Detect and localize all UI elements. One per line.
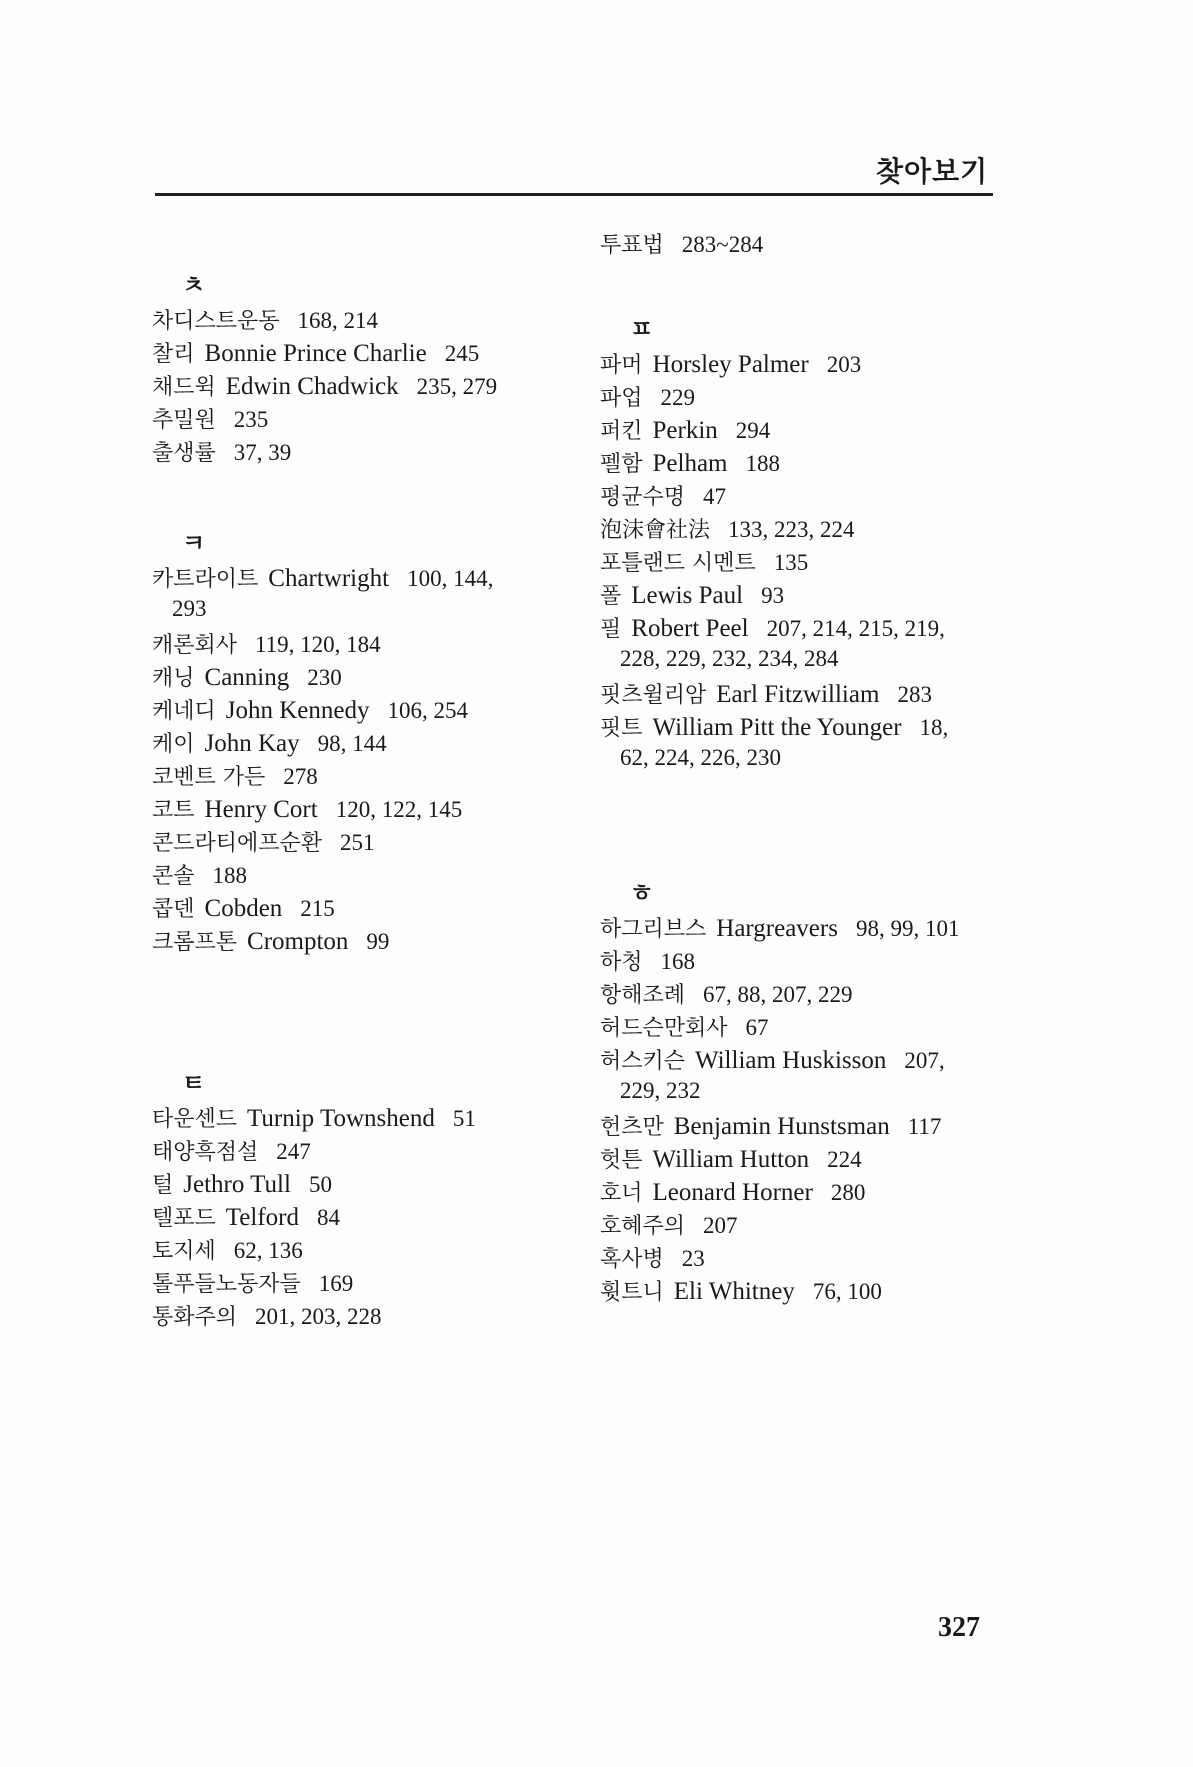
index-entry (600, 1045, 945, 1077)
index-term: 톨푸들노동자들 (152, 1272, 301, 1297)
index-entry (600, 1012, 769, 1044)
index-name: Leonard Horner (652, 1179, 813, 1206)
index-entry (600, 1276, 882, 1308)
index-name: Hargreavers (716, 915, 838, 942)
index-term: 항해조례 (600, 983, 686, 1008)
index-term: 토지세 (152, 1239, 216, 1264)
index-term: 코벤트 가든 (152, 765, 266, 790)
section-letter: ㅋ (182, 529, 206, 557)
index-pages: 229 (660, 385, 696, 410)
index-pages: 235, 279 (416, 374, 498, 399)
index-pages: 168 (660, 949, 696, 974)
index-pages: 169 (318, 1271, 354, 1296)
index-pages: 37, 39 (233, 440, 292, 465)
index-entry (600, 448, 780, 480)
index-pages: 283~284 (681, 232, 764, 257)
index-name: Bonnie Prince Charlie (204, 340, 427, 367)
page-title: 찾아보기 (876, 155, 989, 188)
index-term: 채드윅 (152, 375, 216, 400)
index-term: 파머 (600, 353, 643, 378)
index-term: 호혜주의 (600, 1214, 686, 1239)
section-letter: ㅌ (182, 1069, 206, 1097)
index-pages: 117 (907, 1114, 942, 1139)
index-pages: 280 (830, 1180, 866, 1205)
index-pages: 247 (276, 1139, 311, 1164)
index-term: 콘솔 (152, 864, 195, 889)
index-name: Earl Fitzwilliam (716, 681, 880, 708)
index-name: Perkin (652, 417, 718, 444)
index-pages: 67, 88, 207, 229 (703, 982, 853, 1007)
index-term: 혹사병 (600, 1247, 664, 1272)
index-entry (152, 794, 462, 826)
index-entry (600, 481, 726, 513)
index-pages-continued: 228, 229, 232, 234, 284 (620, 646, 839, 671)
index-pages: 245 (444, 341, 480, 366)
index-term: 퍼킨 (600, 419, 643, 444)
index-pages-continued: 62, 224, 226, 230 (620, 745, 781, 770)
index-term: 하청 (600, 950, 643, 975)
index-entry (152, 629, 381, 661)
index-entry (152, 662, 342, 694)
index-entry (600, 913, 959, 945)
index-term: 출생률 (152, 441, 216, 466)
index-term: 태양흑점설 (152, 1140, 259, 1165)
index-pages: 203 (826, 352, 862, 377)
index-entry (600, 382, 695, 414)
index-entry (600, 1111, 941, 1143)
section-letter: ㅎ (630, 879, 654, 907)
index-pages: 207, (904, 1048, 945, 1073)
index-name: Canning (204, 664, 290, 691)
index-term: 코트 (152, 798, 195, 823)
index-pages: 120, 122, 145 (335, 797, 463, 822)
index-entry (152, 728, 387, 760)
index-term: 통화주의 (152, 1305, 238, 1330)
index-term: 텔포드 (152, 1206, 216, 1231)
index-entry (600, 712, 948, 744)
index-entry (600, 415, 770, 447)
page-number: 327 (938, 1612, 980, 1643)
index-pages: 23 (681, 1246, 705, 1271)
index-pages: 67 (745, 1015, 769, 1040)
index-term: 차디스트운동 (152, 309, 280, 334)
index-pages: 62, 136 (233, 1238, 303, 1263)
index-name: Telford (225, 1204, 299, 1231)
index-entry (600, 679, 932, 711)
index-entry (152, 1136, 311, 1168)
index-pages: 294 (735, 418, 771, 443)
index-pages: 201, 203, 228 (255, 1304, 382, 1329)
index-pages: 99 (366, 929, 390, 954)
index-name: Cobden (204, 895, 283, 922)
index-term: 추밀원 (152, 408, 216, 433)
index-term: 찰리 (152, 342, 195, 367)
index-pages: 207, 214, 215, 219, (766, 616, 945, 641)
index-entry (152, 761, 318, 793)
index-term: 털 (152, 1173, 174, 1198)
index-term: 크롬프톤 (152, 930, 238, 955)
index-term: 호너 (600, 1181, 643, 1206)
index-name: John Kay (204, 730, 300, 757)
index-name: Horsley Palmer (652, 351, 809, 378)
index-term: 폴 (600, 584, 622, 609)
index-entry (600, 1243, 705, 1275)
index-pages: 207 (703, 1213, 738, 1238)
index-entry (152, 1235, 303, 1267)
index-entry (152, 1103, 476, 1135)
index-term: 필 (600, 617, 622, 642)
index-name: Pelham (652, 450, 728, 477)
index-entry (600, 613, 945, 645)
section-letter: ㅍ (630, 315, 654, 343)
index-pages-continued: 293 (172, 596, 207, 621)
index-pages: 119, 120, 184 (255, 632, 381, 657)
index-name: John Kennedy (225, 697, 370, 724)
index-term: 타운센드 (152, 1107, 238, 1132)
index-pages: 100, 144, (407, 566, 494, 591)
index-name: Jethro Tull (183, 1171, 291, 1198)
index-name: Eli Whitney (673, 1278, 795, 1305)
index-entry (152, 1301, 382, 1333)
index-pages-continued: 229, 232 (620, 1078, 701, 1103)
index-term: 허드슨만회사 (600, 1016, 728, 1041)
index-term: 泡沫會社法 (600, 518, 711, 543)
index-pages: 283 (897, 682, 932, 707)
index-term: 카트라이트 (152, 567, 259, 592)
index-term: 허스키슨 (600, 1049, 686, 1074)
index-entry (600, 946, 695, 978)
index-pages: 188 (745, 451, 781, 476)
index-pages: 215 (300, 896, 335, 921)
index-entry (152, 893, 335, 925)
index-term: 케이 (152, 732, 195, 757)
index-term: 포틀랜드 시멘트 (600, 551, 756, 576)
index-pages: 168, 214 (297, 308, 379, 333)
header-rule (155, 193, 993, 196)
index-term: 파업 (600, 386, 643, 411)
index-entry (152, 1169, 332, 1201)
index-name: William Hutton (652, 1146, 810, 1173)
index-pages: 93 (761, 583, 785, 608)
index-entry (600, 1210, 738, 1242)
index-name: William Pitt the Younger (652, 714, 902, 741)
index-pages: 188 (212, 863, 248, 888)
index-term: 투표법 (600, 233, 664, 258)
index-term: 콥덴 (152, 897, 195, 922)
index-entry (152, 437, 291, 469)
index-term: 하그리브스 (600, 917, 707, 942)
section-letter: ㅊ (182, 271, 206, 299)
index-pages: 98, 144 (317, 731, 387, 756)
index-entry (600, 229, 763, 261)
index-entry (152, 305, 378, 337)
index-name: Lewis Paul (631, 582, 744, 609)
index-term: 펠함 (600, 452, 643, 477)
index-term: 헌츠만 (600, 1115, 664, 1140)
index-pages: 135 (773, 550, 809, 575)
index-term: 핏트 (600, 716, 643, 741)
index-pages: 278 (283, 764, 318, 789)
index-entry (152, 1202, 340, 1234)
index-pages: 50 (308, 1172, 332, 1197)
index-entry (152, 338, 479, 370)
index-term: 캐론회사 (152, 633, 238, 658)
index-entry (152, 926, 389, 958)
index-pages: 230 (307, 665, 342, 690)
index-pages: 18, (919, 715, 949, 740)
index-term: 휫트니 (600, 1280, 664, 1305)
index-pages: 51 (452, 1106, 476, 1131)
index-entry (152, 563, 493, 595)
index-pages: 106, 254 (387, 698, 468, 723)
index-name: Robert Peel (631, 615, 749, 642)
index-pages: 76, 100 (812, 1279, 882, 1304)
index-pages: 235 (233, 407, 269, 432)
index-entry (152, 695, 468, 727)
index-term: 헛튼 (600, 1148, 643, 1173)
index-pages: 47 (703, 484, 727, 509)
index-pages: 133, 223, 224 (728, 517, 855, 542)
index-entry (152, 827, 375, 859)
index-term: 핏츠윌리암 (600, 683, 707, 708)
index-entry (600, 1144, 862, 1176)
index-entry (152, 371, 497, 403)
index-name: Crompton (247, 928, 349, 955)
index-entry (152, 404, 268, 436)
index-term: 캐닝 (152, 666, 195, 691)
index-entry (600, 1177, 865, 1209)
index-entry (152, 1268, 353, 1300)
index-pages: 84 (316, 1205, 340, 1230)
index-name: Edwin Chadwick (225, 373, 399, 400)
index-entry (600, 514, 855, 546)
index-pages: 98, 99, 101 (855, 916, 960, 941)
index-entry (600, 580, 784, 612)
index-name: Chartwright (268, 565, 390, 592)
index-term: 평균수명 (600, 485, 686, 510)
index-entry (600, 979, 853, 1011)
index-name: William Huskisson (695, 1047, 887, 1074)
index-name: Henry Cort (204, 796, 318, 823)
index-term: 케네디 (152, 699, 216, 724)
index-entry (600, 349, 861, 381)
index-entry (152, 860, 247, 892)
index-name: Benjamin Hunstsman (673, 1113, 890, 1140)
index-name: Turnip Townshend (247, 1105, 435, 1132)
index-pages: 224 (827, 1147, 862, 1172)
index-pages: 251 (340, 830, 375, 855)
index-entry (600, 547, 808, 579)
index-term: 콘드라티에프순환 (152, 831, 323, 856)
